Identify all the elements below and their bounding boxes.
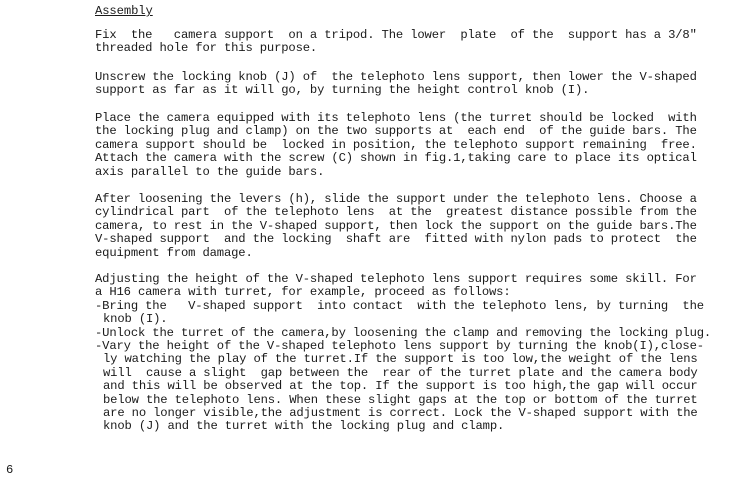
step-continuation-line: will cause a slight gap between the rear of the turret plate and the camera body bbox=[103, 365, 698, 380]
paragraph-locking-knob bbox=[95, 71, 743, 98]
paragraph-line: support as far as it will go, by turning the height control knob (I). bbox=[95, 83, 590, 98]
step-line: -Unlock the turret of the camera,by loosening the clamp and removing the locking plug. bbox=[95, 325, 712, 340]
paragraph-adjusting bbox=[95, 273, 743, 434]
paragraph-line: Unscrew the locking knob (J) of the telephoto lens support, then lower the V-shaped bbox=[95, 70, 697, 84]
step-continuation-line: knob (J) and the turret with the locking plug and clamp. bbox=[103, 419, 505, 434]
step-continuation-line: ly watching the play of the turret.If the support is too low,the weight of the lens bbox=[103, 352, 698, 367]
paragraph-line: cylindrical part of the telephoto lens at the greatest distance possible from the bbox=[95, 205, 697, 220]
step-line: -Bring the V-shaped support into contact with the telephoto lens, by turning the bbox=[95, 298, 704, 313]
step-continuation-line: below the telephoto lens. When these slight gaps at the top or bottom of the turret bbox=[103, 392, 698, 407]
paragraph-tripod bbox=[95, 29, 743, 56]
paragraph-line: camera, to rest in the V-shaped support, then lock the support on the guide bars.The bbox=[95, 218, 697, 233]
paragraph-line: a H16 camera with turret, for example, proceed as follows: bbox=[95, 285, 511, 300]
step-continuation-line: knob (I). bbox=[103, 312, 168, 327]
step-continuation-line: are no longer visible,the adjustment is correct. Lock the V-shaped support with the bbox=[103, 405, 698, 420]
paragraph-line: Fix the camera support on a tripod. The lower plate of the support has a 3/8" bbox=[95, 28, 697, 42]
paragraph-line: Adjusting the height of the V-shaped telephoto lens support requires some skill. For bbox=[95, 272, 697, 286]
paragraph-line: equipment from damage. bbox=[95, 245, 253, 260]
step-continuation-line: and this will be observed at the top. If the support is too high,the gap will occur bbox=[103, 379, 698, 394]
paragraph-place-camera bbox=[95, 112, 743, 179]
paragraph-line: V-shaped support and the locking shaft are fitted with nylon pads to protect the bbox=[95, 232, 697, 247]
paragraph-line: Attach the camera with the screw (C) shown in fig.1,taking care to place its optical bbox=[95, 151, 697, 166]
paragraph-levers bbox=[95, 193, 743, 260]
paragraph-line: the locking plug and clamp) on the two supports at each end of the guide bars. The bbox=[95, 124, 697, 139]
paragraph-line: After loosening the levers (h), slide the support under the telephoto lens. Choose a bbox=[95, 192, 697, 206]
page-number: 6 bbox=[6, 463, 14, 477]
section-heading: Assembly bbox=[95, 4, 153, 18]
paragraph-line: Place the camera equipped with its telephoto lens (the turret should be locked with bbox=[95, 111, 697, 125]
paragraph-line: camera support should be locked in position, the telephoto support remaining free. bbox=[95, 137, 697, 152]
paragraph-line: threaded hole for this purpose. bbox=[95, 41, 318, 56]
step-line: -Vary the height of the V-shaped telephoto lens support by turning the knob(I),close- bbox=[95, 338, 704, 353]
paragraph-line: axis parallel to the guide bars. bbox=[95, 164, 325, 179]
